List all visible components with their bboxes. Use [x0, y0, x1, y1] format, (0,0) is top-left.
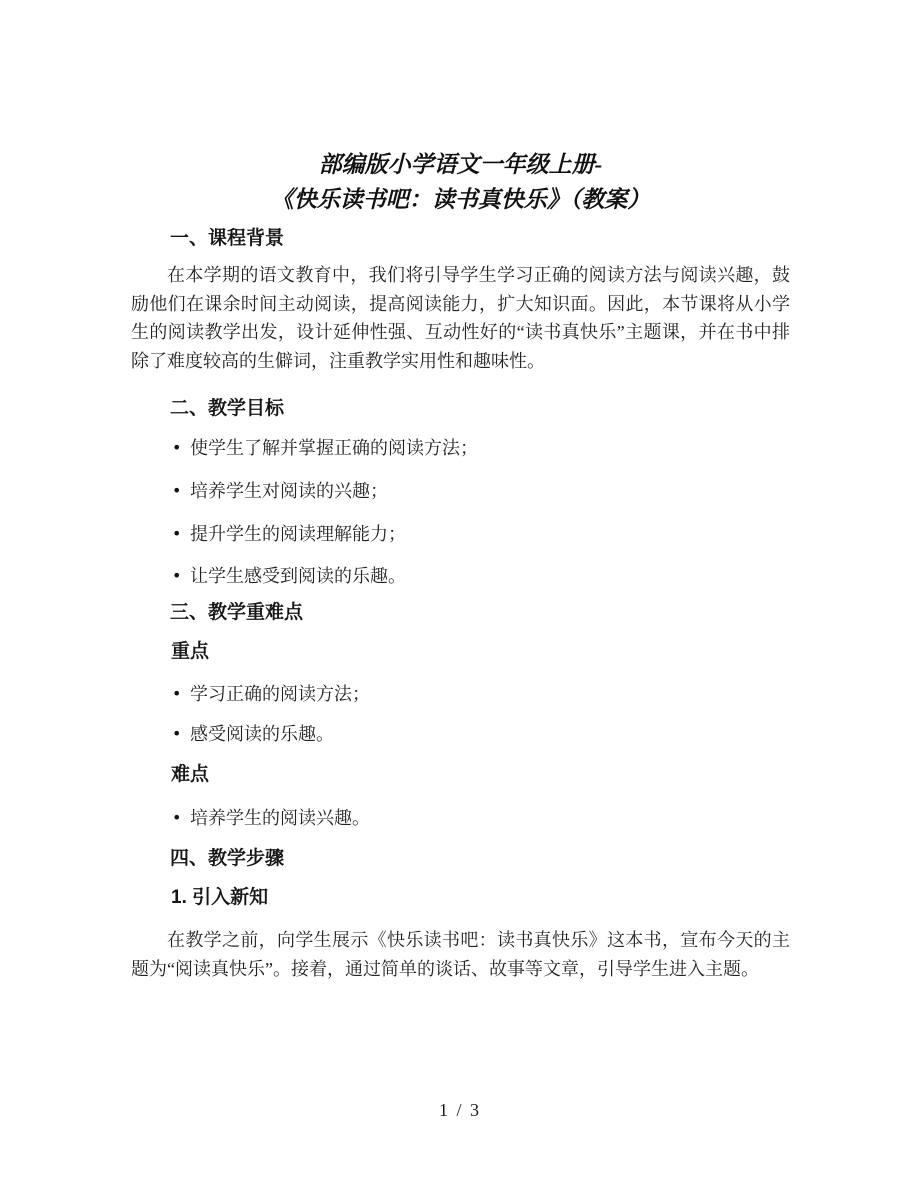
- goal-text: 使学生了解并掌握正确的阅读方法；: [190, 438, 478, 458]
- goal-list-item: [172, 562, 790, 590]
- subheading-key-points: 重点: [171, 641, 210, 662]
- goal-text: 让学生感受到阅读的乐趣。: [190, 566, 406, 586]
- paragraph-introduce-new-knowledge: 在教学之前，向学生展示《快乐读书吧：读书真快乐》这本书，宣布今天的主题为“阅读真快乐”。接着，通过简单的谈话、故事等文章，引导学生进入主题。: [131, 930, 790, 979]
- bullet-icon: •: [172, 808, 182, 827]
- key-point-text: 感受阅读的乐趣。: [190, 724, 334, 744]
- bullet-icon: •: [172, 566, 182, 585]
- difficult-point-text: 培养学生的阅读兴趣。: [190, 808, 370, 828]
- paragraph-course-background: 在本学期的语文教育中，我们将引导学生学习正确的阅读方法与阅读兴趣，鼓励他们在课余时间主动阅读，提高阅读能力，扩大知识面。因此，本节课将从小学生的阅读教学出发，设计延伸性强、互动性好的“读书真快乐”主题课，并在书中排除了难度较高的生僻词，注重教学实用性和趣味性。: [131, 265, 790, 371]
- key-point-list-item: [172, 720, 790, 748]
- goal-text: 培养学生对阅读的兴趣；: [190, 481, 388, 501]
- goal-text: 提升学生的阅读理解能力；: [190, 524, 406, 544]
- key-point-text: 学习正确的阅读方法；: [190, 684, 370, 704]
- subheading-difficult-points: 难点: [171, 764, 210, 785]
- goal-list-item: [172, 520, 790, 548]
- bullet-icon: •: [172, 481, 182, 500]
- section-heading-course-background: 一、课程背景: [170, 228, 285, 249]
- difficult-point-list-item: [172, 804, 790, 832]
- section-heading-teaching-steps: 四、教学步骤: [170, 848, 285, 869]
- step-heading-introduce-new-knowledge: 1. 引入新知: [171, 887, 269, 908]
- bullet-icon: •: [172, 724, 182, 743]
- bullet-icon: •: [172, 684, 182, 703]
- document-title-line2: 《快乐读书吧：读书真快乐》（教案）: [270, 187, 651, 212]
- section-heading-key-difficult-points: 三、教学重难点: [170, 602, 304, 623]
- key-point-list-item: [172, 680, 790, 708]
- bullet-icon: •: [172, 438, 182, 457]
- document-title-line1: 部编版小学语文一年级上册-: [318, 152, 603, 177]
- goal-list-item: [172, 477, 790, 505]
- section-heading-teaching-goals: 二、教学目标: [170, 398, 285, 419]
- bullet-icon: •: [172, 524, 182, 543]
- goal-list-item: [172, 434, 790, 462]
- document-content: [131, 0, 790, 983]
- document-title: [131, 147, 790, 217]
- page-number-indicator: 1 / 3: [438, 1100, 481, 1120]
